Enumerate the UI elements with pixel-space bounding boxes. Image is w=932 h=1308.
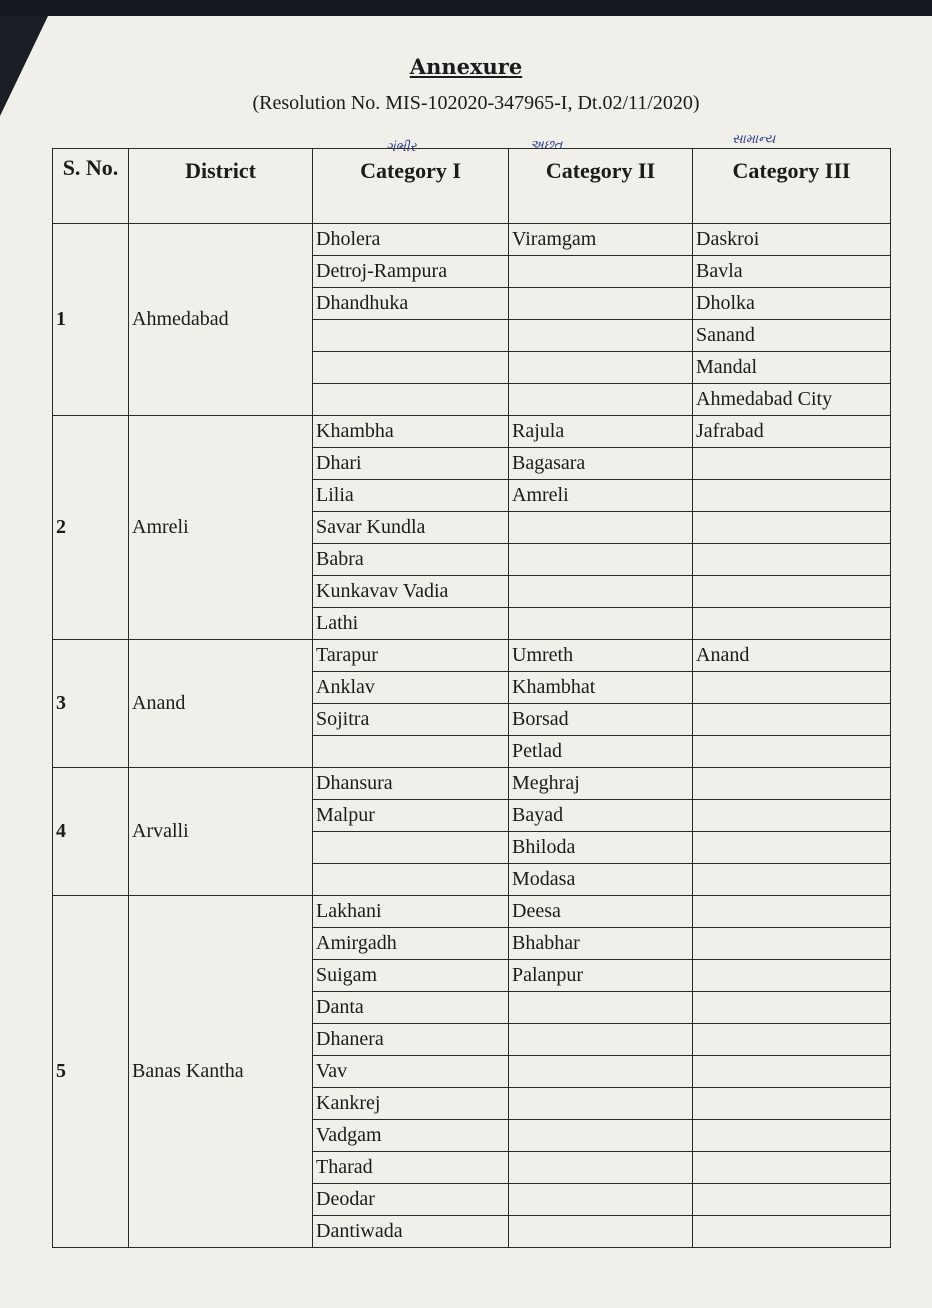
- category-3-cell: [693, 1056, 891, 1088]
- category-1-cell: Vadgam: [313, 1120, 509, 1152]
- category-1-cell: Amirgadh: [313, 928, 509, 960]
- district-cell: Amreli: [129, 416, 313, 640]
- district-cell: Ahmedabad: [129, 224, 313, 416]
- category-3-cell: [693, 544, 891, 576]
- category-3-cell: [693, 896, 891, 928]
- handwritten-note-2: અછત: [530, 138, 563, 153]
- category-3-cell: [693, 800, 891, 832]
- serial-number-cell: 1: [53, 224, 129, 416]
- category-1-cell: Dholera: [313, 224, 509, 256]
- category-2-cell: [509, 608, 693, 640]
- category-2-cell: [509, 512, 693, 544]
- category-2-cell: [509, 576, 693, 608]
- category-3-cell: [693, 672, 891, 704]
- category-1-cell: [313, 736, 509, 768]
- category-3-cell: [693, 1088, 891, 1120]
- category-2-cell: [509, 1184, 693, 1216]
- category-2-cell: Modasa: [509, 864, 693, 896]
- district-cell: Arvalli: [129, 768, 313, 896]
- category-1-cell: [313, 832, 509, 864]
- category-1-cell: Lakhani: [313, 896, 509, 928]
- district-cell: Banas Kantha: [129, 896, 313, 1248]
- header-district: District: [129, 149, 313, 224]
- category-3-cell: [693, 864, 891, 896]
- category-3-cell: [693, 1024, 891, 1056]
- category-1-cell: Dhandhuka: [313, 288, 509, 320]
- category-3-cell: [693, 832, 891, 864]
- header-category-2: Category II: [509, 149, 693, 224]
- category-2-cell: Deesa: [509, 896, 693, 928]
- header-category-3: Category III: [693, 149, 891, 224]
- category-1-cell: Sojitra: [313, 704, 509, 736]
- category-3-cell: [693, 480, 891, 512]
- category-2-cell: [509, 320, 693, 352]
- table-body: [53, 224, 891, 1248]
- category-1-cell: Lilia: [313, 480, 509, 512]
- table-row: [53, 416, 891, 448]
- table-row: [53, 768, 891, 800]
- category-3-cell: Anand: [693, 640, 891, 672]
- category-3-cell: [693, 512, 891, 544]
- category-3-cell: [693, 992, 891, 1024]
- page-title: [0, 54, 932, 79]
- category-1-cell: Kunkavav Vadia: [313, 576, 509, 608]
- category-1-cell: [313, 384, 509, 416]
- district-cell: Anand: [129, 640, 313, 768]
- category-3-cell: [693, 928, 891, 960]
- category-2-cell: [509, 1024, 693, 1056]
- category-3-cell: [693, 960, 891, 992]
- top-bar: [0, 0, 932, 16]
- category-1-cell: Dhansura: [313, 768, 509, 800]
- category-3-cell: [693, 448, 891, 480]
- category-3-cell: Mandal: [693, 352, 891, 384]
- category-3-cell: Bavla: [693, 256, 891, 288]
- category-1-cell: Danta: [313, 992, 509, 1024]
- category-3-cell: Dholka: [693, 288, 891, 320]
- header-row: [53, 149, 891, 224]
- category-1-cell: Khambha: [313, 416, 509, 448]
- serial-number-cell: 3: [53, 640, 129, 768]
- category-3-cell: [693, 576, 891, 608]
- category-3-cell: [693, 768, 891, 800]
- serial-number-cell: 5: [53, 896, 129, 1248]
- category-3-cell: [693, 1120, 891, 1152]
- category-1-cell: Kankrej: [313, 1088, 509, 1120]
- category-2-cell: Khambhat: [509, 672, 693, 704]
- category-2-cell: Bayad: [509, 800, 693, 832]
- category-2-cell: Umreth: [509, 640, 693, 672]
- category-1-cell: Tarapur: [313, 640, 509, 672]
- category-3-cell: [693, 1216, 891, 1248]
- category-1-cell: [313, 864, 509, 896]
- category-2-cell: Meghraj: [509, 768, 693, 800]
- category-3-cell: [693, 1152, 891, 1184]
- category-2-cell: Viramgam: [509, 224, 693, 256]
- category-1-cell: Dantiwada: [313, 1216, 509, 1248]
- category-1-cell: Dhari: [313, 448, 509, 480]
- category-3-cell: [693, 608, 891, 640]
- category-2-cell: Borsad: [509, 704, 693, 736]
- category-1-cell: [313, 352, 509, 384]
- serial-number-cell: 4: [53, 768, 129, 896]
- category-1-cell: [313, 320, 509, 352]
- category-2-cell: Amreli: [509, 480, 693, 512]
- category-3-cell: [693, 704, 891, 736]
- category-1-cell: Detroj-Rampura: [313, 256, 509, 288]
- category-1-cell: Dhanera: [313, 1024, 509, 1056]
- category-2-cell: [509, 1152, 693, 1184]
- serial-number-cell: 2: [53, 416, 129, 640]
- category-3-cell: Sanand: [693, 320, 891, 352]
- table-row: [53, 224, 891, 256]
- category-3-cell: [693, 736, 891, 768]
- annexure-table: [52, 148, 891, 1248]
- category-2-cell: [509, 1120, 693, 1152]
- title-text: Annexure: [409, 54, 523, 79]
- category-2-cell: Bagasara: [509, 448, 693, 480]
- category-2-cell: [509, 288, 693, 320]
- category-2-cell: Petlad: [509, 736, 693, 768]
- header-sno: S. No.: [53, 149, 129, 224]
- handwritten-note-3: સામાન્ય: [732, 132, 776, 147]
- category-3-cell: Daskroi: [693, 224, 891, 256]
- category-2-cell: [509, 1056, 693, 1088]
- header-category-1: Category I: [313, 149, 509, 224]
- category-2-cell: [509, 544, 693, 576]
- resolution-subtitle: (Resolution No. MIS-102020-347965-I, Dt.02/11/2020): [252, 92, 700, 114]
- table-row: [53, 640, 891, 672]
- category-1-cell: Vav: [313, 1056, 509, 1088]
- handwritten-note-1: ગંભીર: [386, 140, 417, 155]
- category-2-cell: Palanpur: [509, 960, 693, 992]
- category-2-cell: [509, 384, 693, 416]
- category-3-cell: [693, 1184, 891, 1216]
- category-1-cell: Babra: [313, 544, 509, 576]
- category-1-cell: Suigam: [313, 960, 509, 992]
- category-3-cell: Jafrabad: [693, 416, 891, 448]
- category-2-cell: [509, 1088, 693, 1120]
- category-2-cell: Rajula: [509, 416, 693, 448]
- table-row: [53, 896, 891, 928]
- category-2-cell: [509, 352, 693, 384]
- category-1-cell: Savar Kundla: [313, 512, 509, 544]
- category-2-cell: Bhabhar: [509, 928, 693, 960]
- category-1-cell: Deodar: [313, 1184, 509, 1216]
- category-1-cell: Anklav: [313, 672, 509, 704]
- category-3-cell: Ahmedabad City: [693, 384, 891, 416]
- category-2-cell: [509, 992, 693, 1024]
- category-2-cell: [509, 256, 693, 288]
- category-2-cell: Bhiloda: [509, 832, 693, 864]
- category-2-cell: [509, 1216, 693, 1248]
- category-1-cell: Malpur: [313, 800, 509, 832]
- category-1-cell: Lathi: [313, 608, 509, 640]
- category-1-cell: Tharad: [313, 1152, 509, 1184]
